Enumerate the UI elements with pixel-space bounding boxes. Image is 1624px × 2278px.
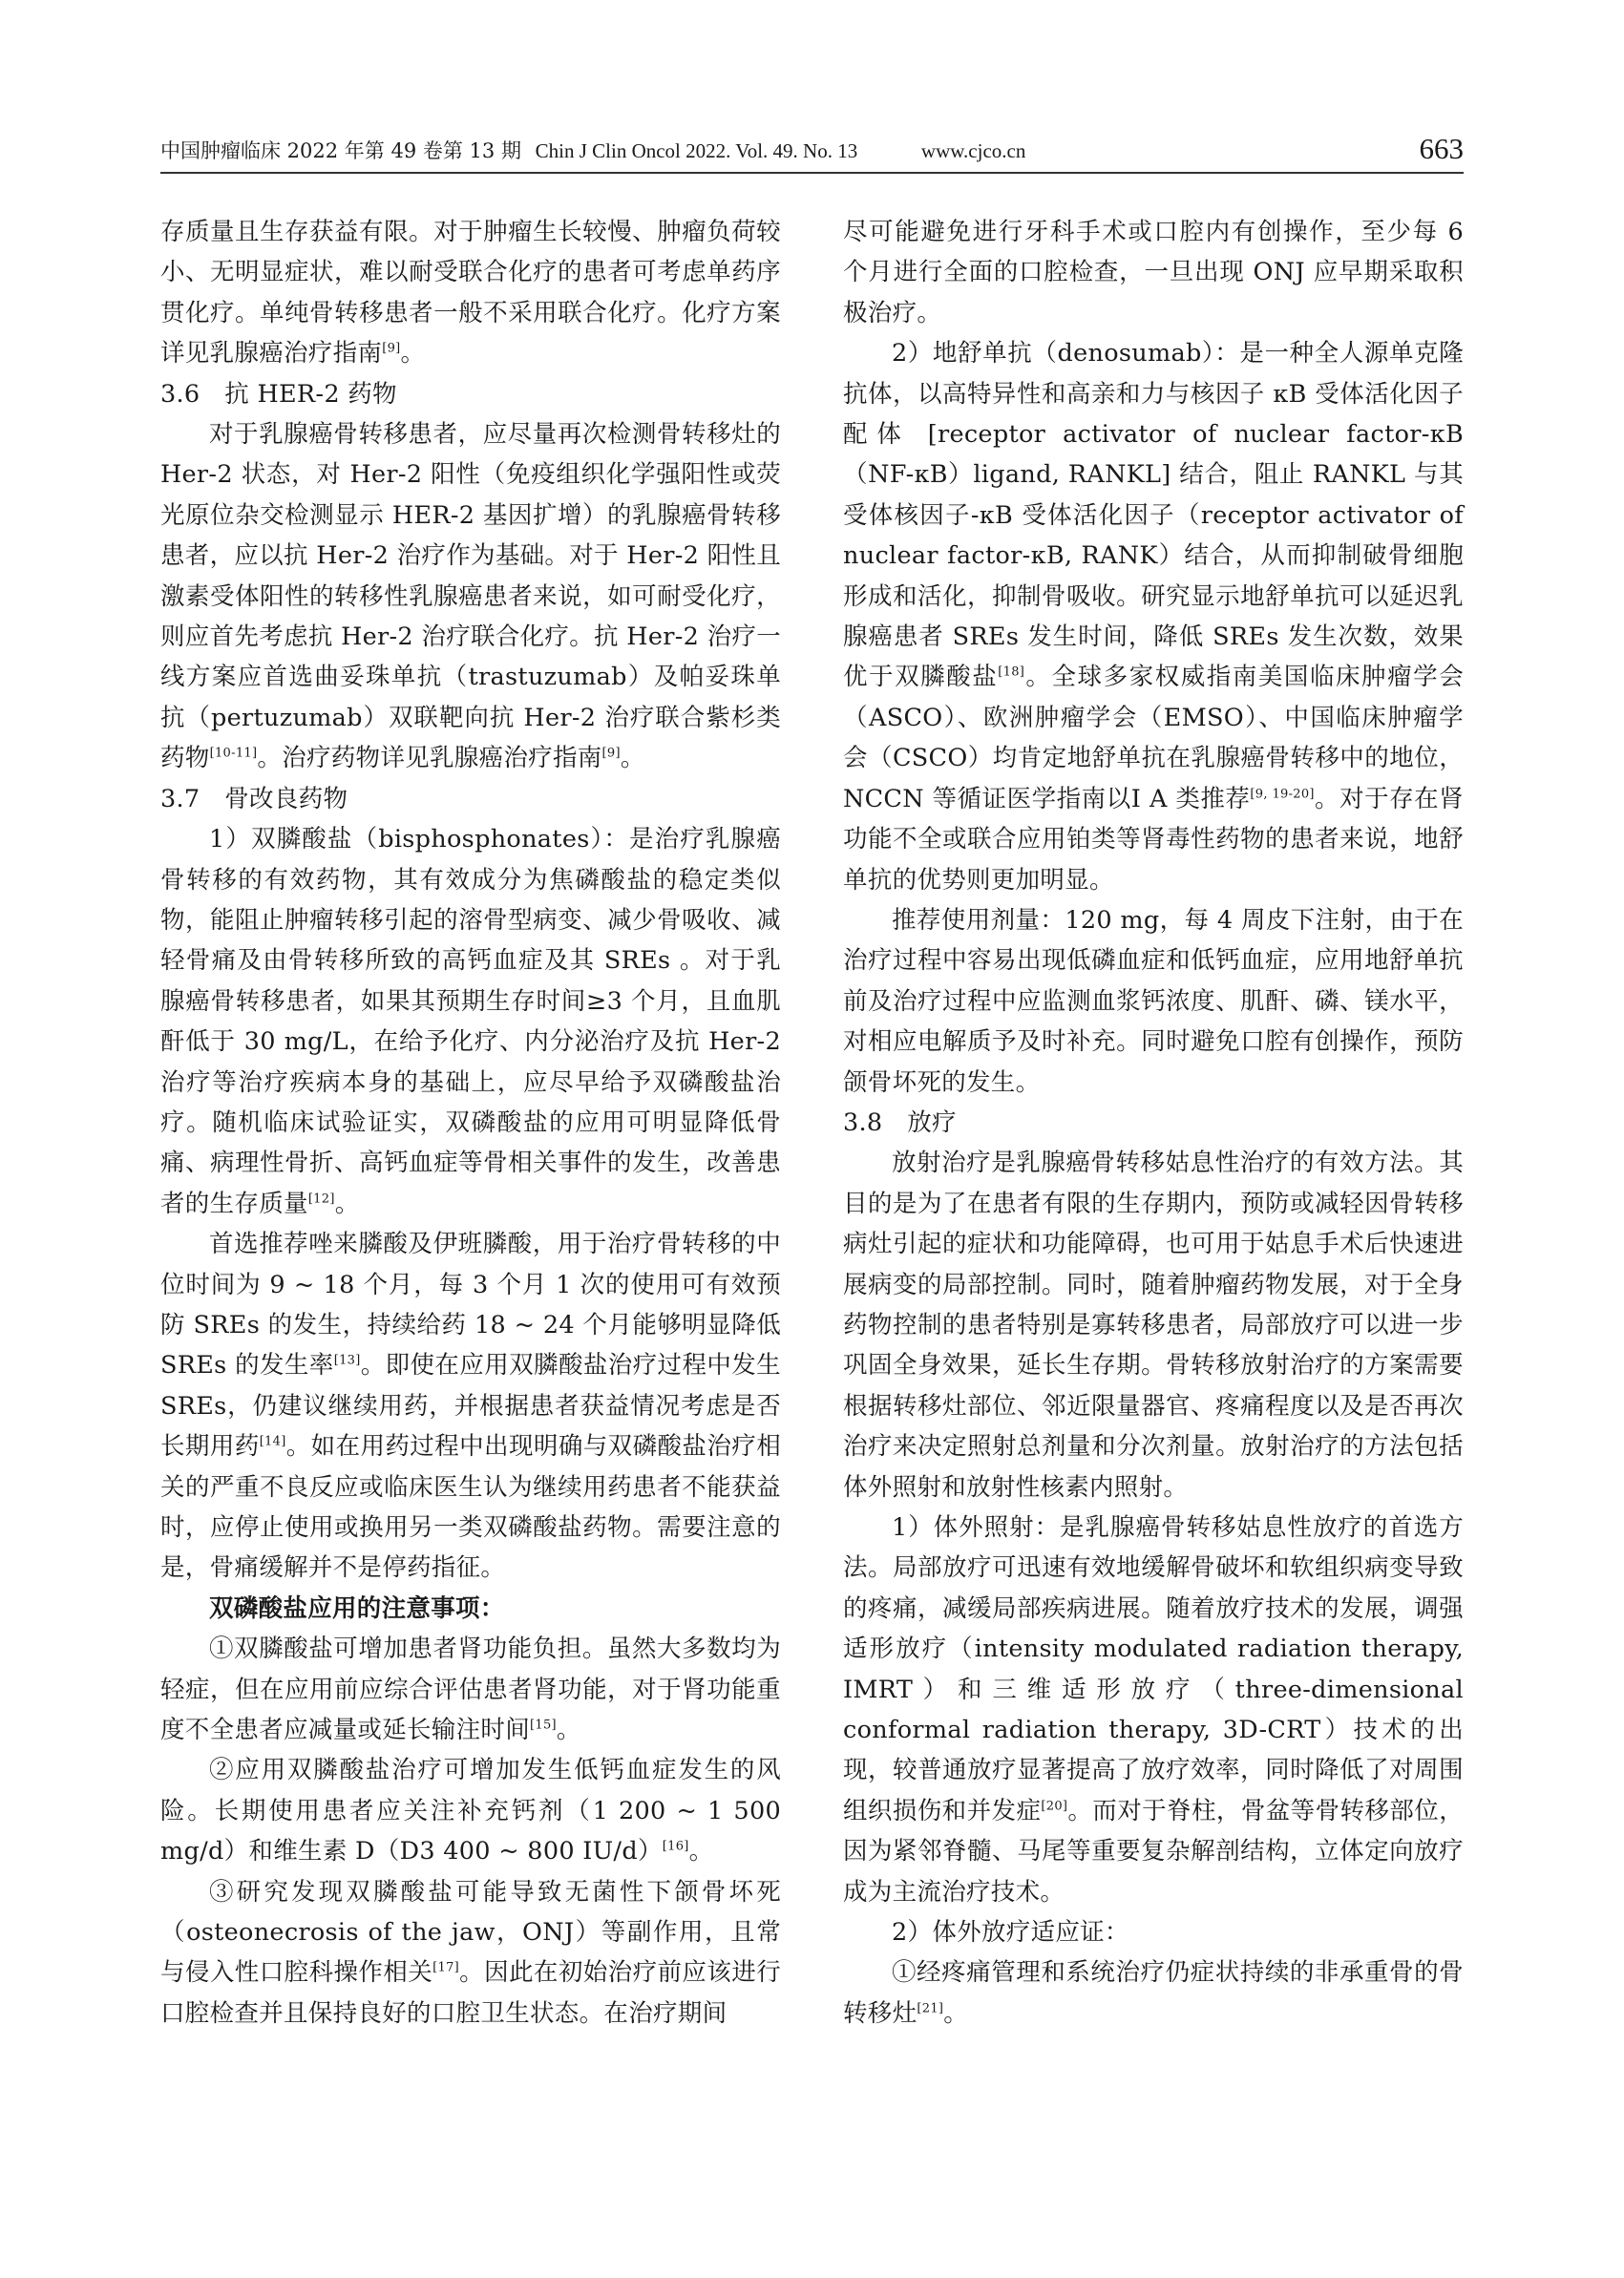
citation: [20] [1041,1799,1068,1814]
bold-subheading [160,1589,781,1629]
text: 1）体外照射：是乳腺癌骨转移姑息性放疗的首选方法。局部放疗可迅速有效地缓解骨破坏和软组织病变导致的疼痛，减缓局部疾病进展。随着放疗技术的发展，调强适形放疗（intensity modulated radiation therapy, IMRT）和三维适形放疗（three-dimensional conformal radiation therapy, 3D-CRT）技术的出现，较普通放疗显著提高了放疗效率，同时降低了对周围组织损伤和并发症 [843,1513,1464,1825]
citation: [15] [530,1718,557,1733]
citation: [21] [917,2001,944,2016]
text: 推荐使用剂量：120 mg，每 4 周皮下注射，由于在治疗过程中容易出现低磷血症和低钙血症，应用地舒单抗前及治疗过程中应监测血浆钙浓度、肌酐、磷、镁水平，对相应电解质予及时补充。同时避免口腔有创操作，预防颌骨坏死的发生。 [843,905,1464,1097]
text: 尽可能避免进行牙科手术或口腔内有创操作，至少每 6 个月进行全面的口腔检查，一旦出现 ONJ 应早期采取积极治疗。 [843,218,1464,327]
paragraph [160,1750,781,1871]
text: 首选推荐唑来膦酸及伊班膦酸，用于治疗骨转移的中位时间为 9 ~ 18 个月，每 3 个月 1 次的使用可有效预防 SREs 的发生，持续给药 18 ~ 24 个月能够明显降低 SREs 的发生率 [160,1230,781,1381]
text: 。治疗药物详见乳腺癌治疗指南 [257,744,602,773]
text: 。全球多家权威指南美国临床肿瘤学会（ASCO）、欧洲肿瘤学会（EMSO）、中国临床肿瘤学会（CSCO）均肯定地舒单抗在乳腺癌骨转移中的地位，NCCN 等循证医学指南以Ⅰ A 类推荐 [843,663,1464,813]
paragraph [160,212,781,374]
citation: [12] [307,1192,335,1207]
text: 。即使在应用双膦酸盐治疗过程中发生 SREs，仍建议继续用药，并根据患者获益情况考虑是否长期用药 [160,1351,781,1462]
text: ①双膦酸盐可增加患者肾功能负担。虽然大多数均为轻症，但在应用前应综合评估患者肾功能，对于肾功能重度不全患者应减量或延长输注时间 [160,1635,781,1745]
running-header [160,130,1464,174]
text: 。 [620,744,645,773]
text: ②应用双膦酸盐治疗可增加发生低钙血症发生的风险。长期使用患者应关注补充钙剂（1 200 ~ 1 500 mg/d）和维生素 D（D3 400 ~ 800 IU/d） [160,1756,781,1867]
text: 。而对于脊柱，骨盆等骨转移部位，因为紧邻脊髓、马尾等重要复杂解剖结构，立体定向放疗成为主流治疗技术。 [843,1796,1464,1907]
citation: [18] [998,664,1025,680]
paragraph [160,1629,781,1750]
text: 2）地舒单抗（denosumab）：是一种全人源单克隆抗体，以高特异性和高亲和力与核因子 κB 受体活化因子配体 [receptor activator of nuclear factor-κB（NF-κB）ligand, RANKL] 结合，阻止 RANKL 与其受体核因子-κB 受体活化因子（receptor activator of nuclear factor-κB, RANK）结合，从而抑制破骨细胞形成和活化，抑制骨吸收。研究显示地舒单抗可以延迟乳腺癌患者 SREs 发生时间，降低 SREs 发生次数，效果优于双膦酸盐 [843,339,1464,692]
paragraph [843,1143,1464,1508]
text: 2）体外放疗适应证： [892,1918,1129,1948]
text: 。因此在初始治疗前应该进行口腔检查并且保持良好的口腔卫生状态。在治疗期间 [160,1958,781,2028]
text: 。 [943,1998,969,2028]
section-heading [843,1103,1464,1143]
text: 。 [400,339,426,369]
citation: [16] [662,1839,689,1854]
text: 。对于存在肾功能不全或联合应用铂类等肾毒性药物的患者来说，地舒单抗的优势则更加明显。 [843,784,1464,895]
paragraph [160,1872,781,2035]
right-column [843,212,1464,2034]
journal-website: www.cjco.cn [920,139,1026,162]
text: 。 [556,1716,581,1745]
text: 存质量且生存获益有限。对于肿瘤生长较慢、肿瘤负荷较小、无明显症状，难以耐受联合化疗的患者可考虑单药序贯化疗。单纯骨转移患者一般不采用联合化疗。化疗方案详见乳腺癌治疗指南 [160,218,781,369]
paragraph [843,333,1464,900]
paragraph [843,1912,1464,1952]
citation: [14] [259,1434,286,1449]
heading-text: 3.7 骨改良药物 [160,784,348,813]
citation: [9, 19-20] [1250,787,1315,802]
text: 。 [688,1837,714,1867]
left-column [160,212,781,2034]
heading-text: 3.8 放疗 [843,1107,957,1137]
text: ①经疼痛管理和系统治疗仍症状持续的非承重骨的骨转移灶 [843,1958,1464,2028]
text: 放射治疗是乳腺癌骨转移姑息性治疗的有效方法。其目的是为了在患者有限的生存期内，预防或减轻因骨转移病灶引起的症状和功能障碍，也可用于姑息手术后快速进展病变的局部控制。同时，随着肿瘤药物发展，对于全身药物控制的患者特别是寡转移患者，局部放疗可以进一步巩固全身效果，延长生存期。骨转移放射治疗的方案需要根据转移灶部位、邻近限量器官、疼痛程度以及是否再次治疗来决定照射总剂量和分次剂量。放射治疗的方法包括体外照射和放射性核素内照射。 [843,1149,1464,1502]
citation: [13] [333,1353,361,1368]
paragraph [843,1952,1464,2034]
section-heading [160,779,781,819]
heading-text: 3.6 抗 HER-2 药物 [160,379,397,409]
text: 。 [334,1189,360,1218]
citation: [17] [432,1960,460,1975]
paragraph [160,414,781,779]
paragraph [160,819,781,1224]
journal-line [160,136,1033,164]
text: ③研究发现双膦酸盐可能导致无菌性下颌骨坏死（osteonecrosis of the jaw，ONJ）等副作用，且常与侵入性口腔科操作相关 [160,1877,781,1988]
journal-title-en: Chin J Clin Oncol 2022. Vol. 49. No. 13 [535,139,858,162]
citation: [9] [382,341,401,356]
journal-title-cn: 中国肿瘤临床 2022 年第 49 卷第 13 期 [160,139,521,162]
text: 对于乳腺癌骨转移患者，应尽量再次检测骨转移灶的 Her-2 状态，对 Her-2 阳性（免疫组织化学强阳性或荧光原位杂交检测显示 HER-2 基因扩增）的乳腺癌骨转移患者，应以抗 Her-2 治疗作为基础。对于 Her-2 阳性且激素受体阳性的转移性乳腺癌患者来说，如可耐受化疗，则应首先考虑抗 Her-2 治疗联合化疗。抗 Her-2 治疗一线方案应首选曲妥珠单抗（trastuzumab）及帕妥珠单抗（pertuzumab）双联靶向抗 Her-2 治疗联合紫杉类药物 [160,420,781,773]
heading-text: 双磷酸盐应用的注意事项： [209,1593,505,1623]
citation: [9] [601,746,621,761]
citation: [10-11] [209,746,258,761]
page-number: 663 [1419,132,1464,165]
text: 1）双膦酸盐（bisphosphonates）：是治疗乳腺癌骨转移的有效药物，其有效成分为焦磷酸盐的稳定类似物，能阻止肿瘤转移引起的溶骨型病变、减少骨吸收、减轻骨痛及由骨转移所致的高钙血症及其 SREs 。对于乳腺癌骨转移患者，如果其预期生存时间≥3 个月，且血肌酐低于 30 mg/L，在给予化疗、内分泌治疗及抗 Her-2 治疗等治疗疾病本身的基础上，应尽早给予双磷酸盐治疗。随机临床试验证实，双磷酸盐的应用可明显降低骨痛、病理性骨折、高钙血症等骨相关事件的发生，改善患者的生存质量 [160,825,781,1218]
section-heading [160,374,781,414]
paragraph [843,1508,1464,1912]
paragraph [843,212,1464,333]
paragraph [843,900,1464,1103]
text: 。如在用药过程中出现明确与双磷酸盐治疗相关的严重不良反应或临床医生认为继续用药患者不能获益时，应停止使用或换用另一类双磷酸盐药物。需要注意的是，骨痛缓解并不是停药指征。 [160,1432,781,1583]
paragraph [160,1224,781,1589]
